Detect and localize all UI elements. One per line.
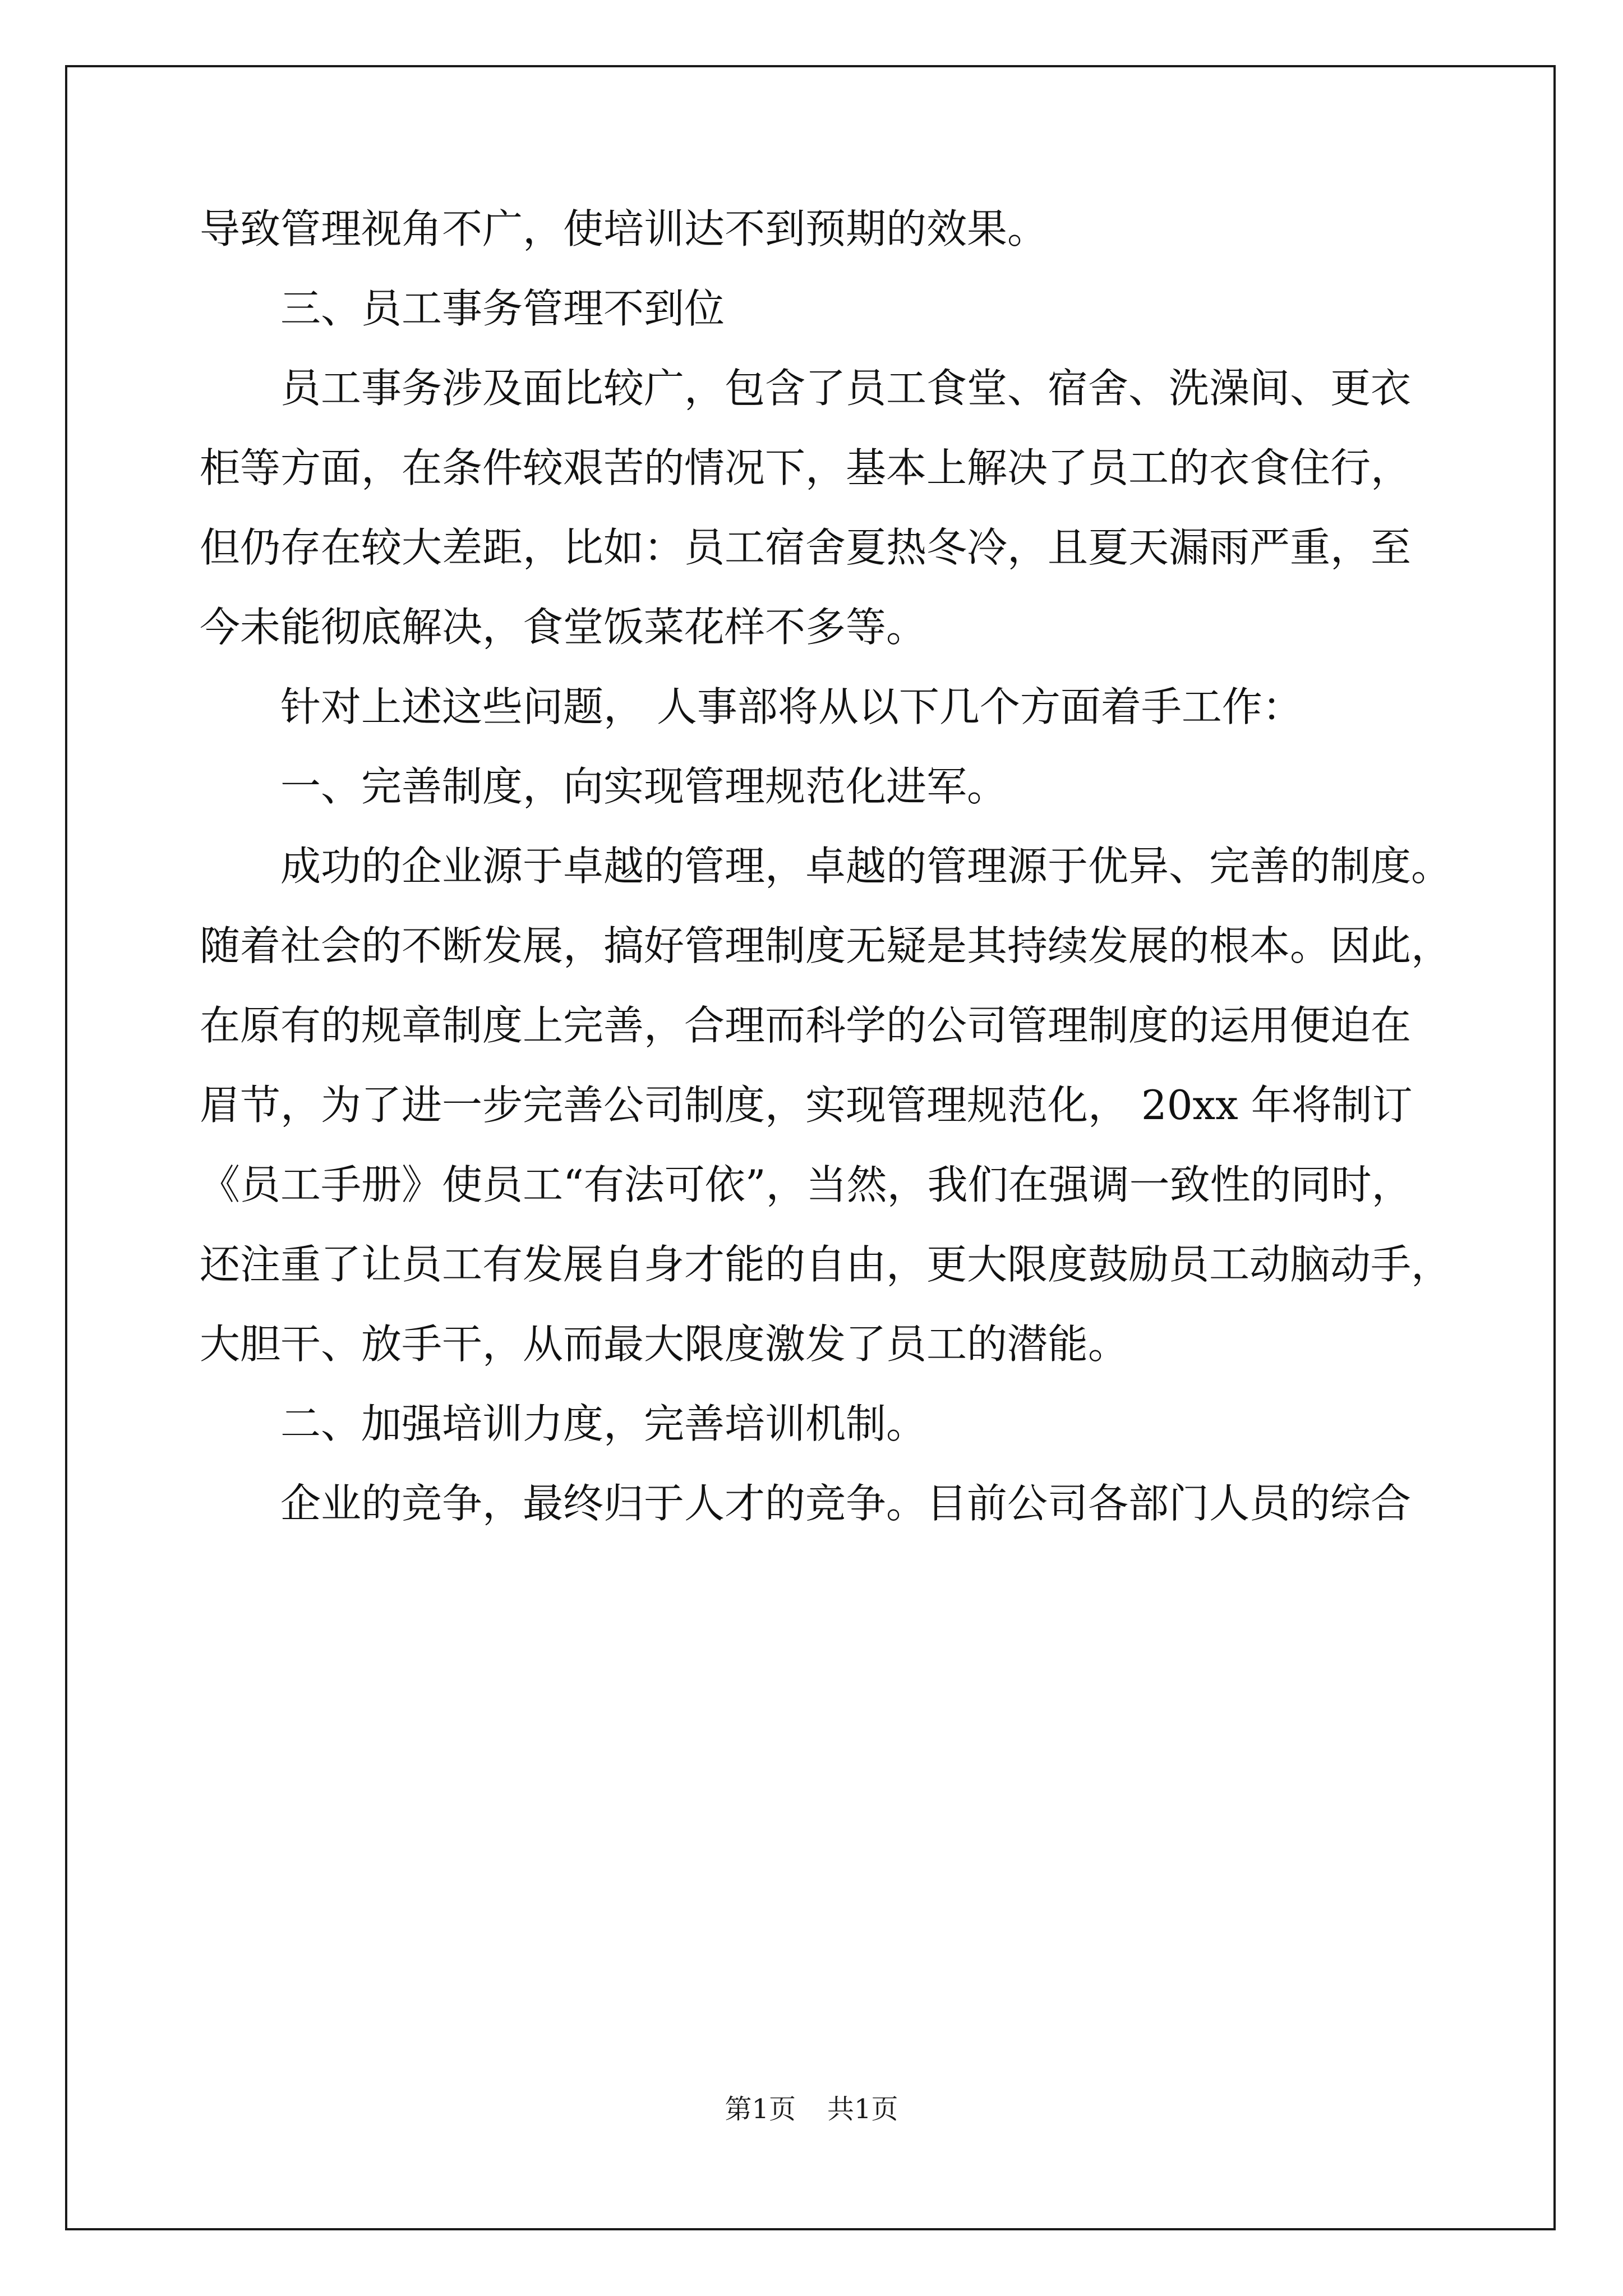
body-line-1: 导致管理视角不广，使培训达不到预期的效果。 (200, 205, 1048, 252)
section-heading-1: 一、完善制度，向实现管理规范化进军。 (280, 763, 1008, 810)
section-heading-2: 二、加强培训力度，完善培训机制。 (280, 1400, 927, 1447)
body-line-11: 在原有的规章制度上完善，合理而科学的公司管理制度的运用便迫在 (200, 1002, 1412, 1049)
page-footer (0, 2092, 1623, 2126)
body-line-15: 大胆干、放手干，从而最大限度激发了员工的潜能。 (200, 1320, 1129, 1368)
body-line-9: 成功的企业源于卓越的管理，卓越的管理源于优异、完善的制度。 (280, 843, 1452, 890)
page-total: 共1页 (827, 2093, 898, 2125)
body-line-13: 《员工手册》使员工“有法可依”，当然，我们在强调一致性的同时， (200, 1161, 1412, 1208)
page-number: 第1页 (725, 2093, 796, 2125)
body-line-12: 眉节，为了进一步完善公司制度，实现管理规范化， 20xx 年将制订 (200, 1082, 1413, 1129)
body-line-17: 企业的竞争，最终归于人才的竞争。目前公司各部门人员的综合 (280, 1480, 1412, 1527)
body-line-6: 今未能彻底解决，食堂饭菜花样不多等。 (200, 604, 927, 651)
body-line-3: 员工事务涉及面比较广，包含了员工食堂、宿舍、洗澡间、更衣 (280, 365, 1412, 412)
body-line-10: 随着社会的不断发展，搞好管理制度无疑是其持续发展的根本。因此， (200, 922, 1452, 969)
body-line-7: 针对上述这些问题， 人事部将从以下几个方面着手工作： (280, 683, 1303, 730)
body-line-14: 还注重了让员工有发展自身才能的自由，更大限度鼓励员工动脑动手， (200, 1241, 1452, 1288)
section-heading-3: 三、员工事务管理不到位 (280, 285, 725, 332)
body-line-5: 但仍存在较大差距，比如：员工宿舍夏热冬冷，且夏天漏雨严重，至 (200, 524, 1412, 571)
body-line-4: 柜等方面，在条件较艰苦的情况下，基本上解决了员工的衣食住行， (200, 444, 1412, 491)
